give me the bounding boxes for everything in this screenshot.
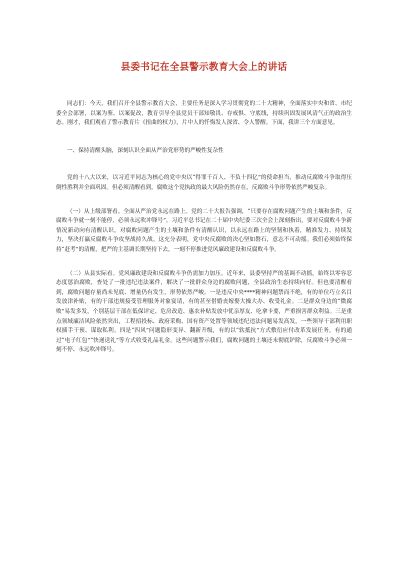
- spacer: [56, 194, 352, 208]
- spacer: [56, 156, 352, 174]
- document-page: [56, 62, 352, 356]
- section-heading-1: 一、保持清醒头脑，深刻认识全面从严治党形势的严峻性复杂性: [67, 147, 224, 154]
- body-paragraph-1: 党的十八大以来，以习近平同志为核心的党中央以“得罪千百人、不负十四亿”的使命担当，推动反腐败斗争取得压倒性胜利并全面巩固。但必须清醒看到，腐败这个党执政的最大风险仍然存在，反腐败斗争形势依然严峻复杂。: [56, 175, 352, 191]
- speech-title: 县委书记在全县警示教育大会上的讲话: [120, 62, 288, 73]
- body-paragraph-3: （二）从县实际看。党风廉政建设和反腐败斗争仍需加力加压。近年来，县委坚持严的基调不动摇，始终以零容忍态度惩治腐败，查处了一批违纪违法案件，解决了一批群众身边的腐败问题，全县政治生态持续向好。但也要清醒看到，腐败问题存量尚未见底、增量仍有发生，形势依然严峻。一是违反中央****精神问题禁而不绝，有的单位巧立名目发放津补贴，有的干部违规接受管理服务对象宴请，有的甚至借婚丧嫁娶大操大办、收受礼金。二是群众身边的“微腐败”易发多发，个别基层干部在低保评定、危房改造、惠农补贴发放中优亲厚友、吃拿卡要，严重损害群众利益。三是重点领域廉洁风险依然突出，工程招投标、政府采购、国有资产处置等领域违纪违法问题易发高发，一些领导干部利用职权插手干预、谋取私利。四是“四风”问题隐形变异、翻新升级，有的以“软抵抗”方式敷衍应付改革发展任务，有的通过“电子红包”“快递送礼”等方式收受礼品礼金。这些问题警示我们，腐败问题的土壤还未彻底铲除，反腐败斗争必须一刻不停、永远吹冲锋号。: [56, 270, 352, 354]
- spacer: [56, 256, 352, 270]
- spacer: [56, 129, 352, 147]
- body-paragraph-2: （一）从上级部署看。全面从严治党永远在路上。党的二十大报告强调，“只要存在腐败问题产生的土壤和条件，反腐败斗争就一刻不能停，必须永远吹冲锋号”。习近平总书记在二十届中央纪委三次全会上深刻指出，要对反腐败斗争新情况新动向有清醒认识，对腐败问题产生的土壤和条件有清醒认识，以永远在路上的坚韧和执着，精准发力、持续发力，坚决打赢反腐败斗争攻坚战持久战。这充分表明，党中央反腐败的决心坚如磐石，意志不可动摇。我们必须始终保持“赶考”的清醒，把严的主基调长期坚持下去，一刻不停推进党风廉政建设和反腐败斗争。: [56, 208, 352, 253]
- intro-paragraph: 同志们：今天，我们召开全县警示教育大会，主要任务是深入学习贯彻党的二十大精神，全面落实中央和省、市纪委全会部署，以案为鉴、以案促改，教育引导全县党员干部知敬畏、存戒惧、守底线，持续巩固发展风清气正的政治生态。刚才，我们观看了警示教育片《扭曲的权力》，片中人的忏悔发人深省、令人警醒。下面，我讲三个方面意见。: [56, 101, 352, 127]
